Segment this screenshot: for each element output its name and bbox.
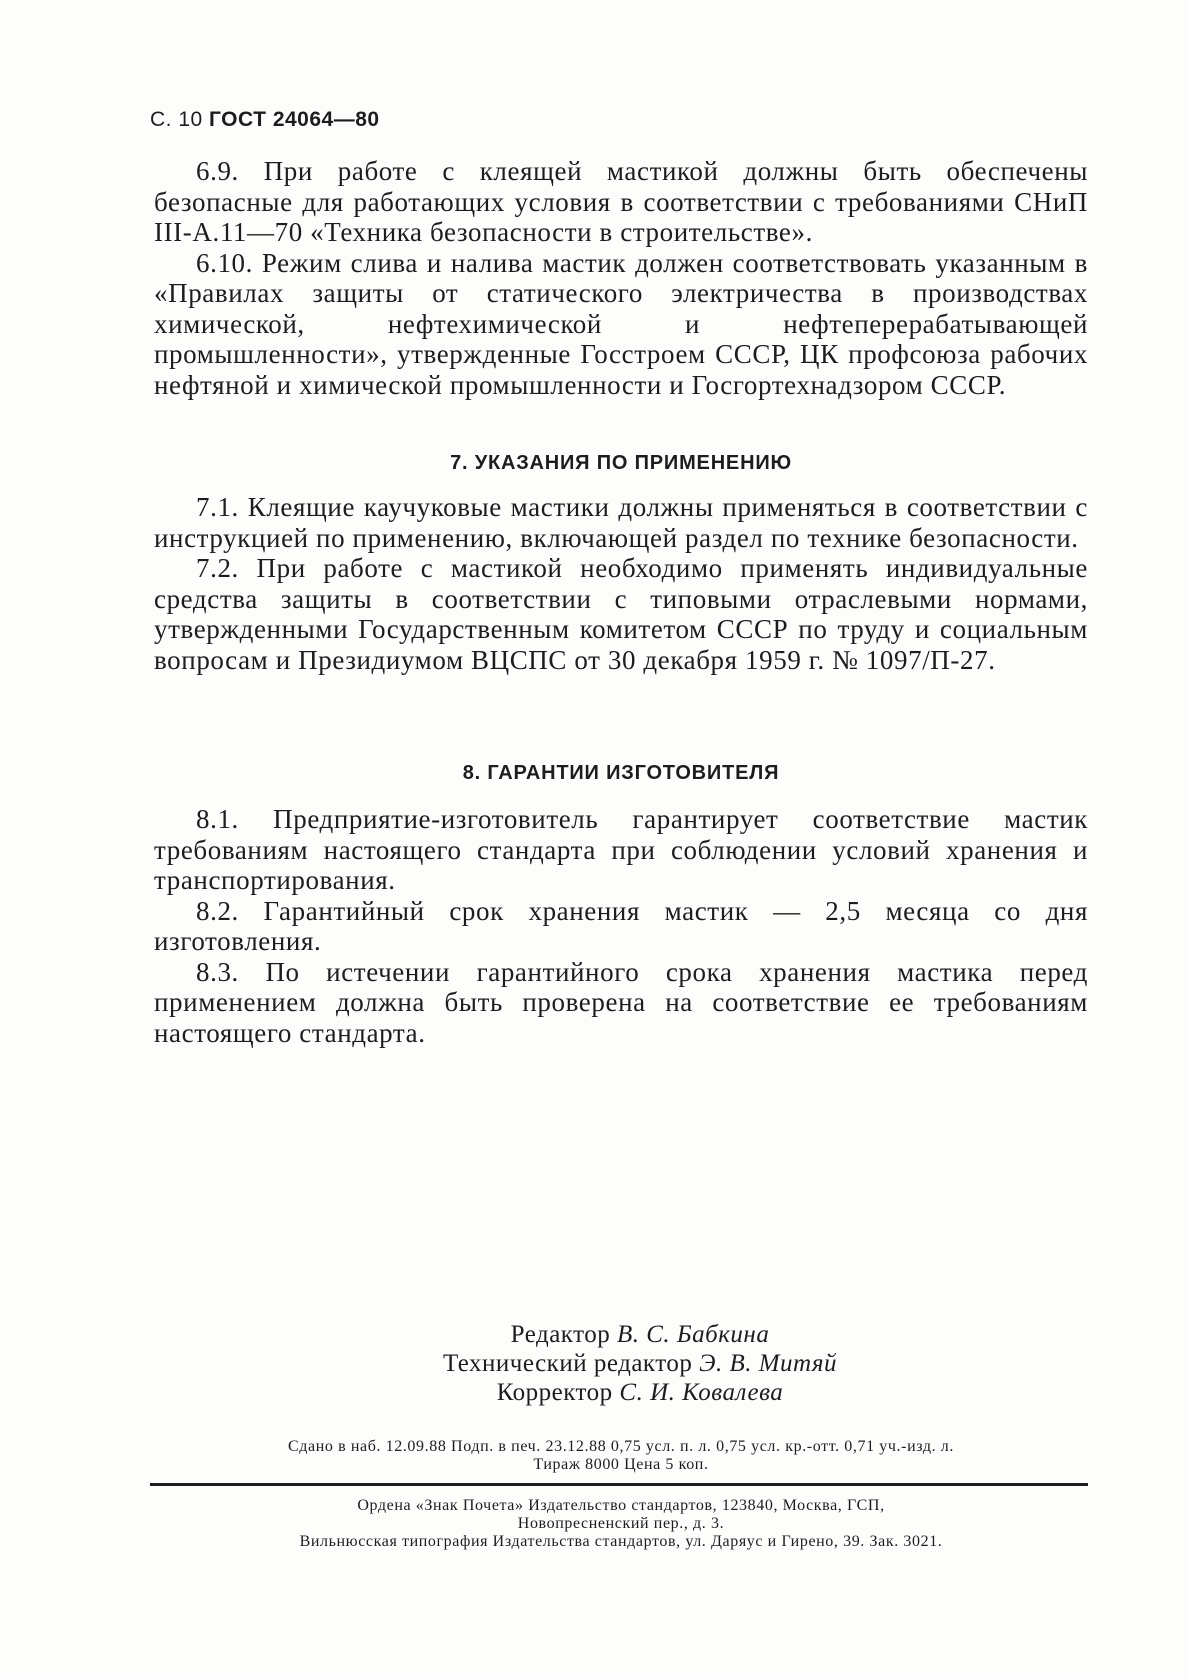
page-header: [150, 108, 380, 132]
section-8-title: 8. ГАРАНТИИ ИЗГОТОВИТЕЛЯ: [462, 762, 780, 784]
paragraph-7-1: 7.1. Клеящие каучуковые мастики должны применяться в соответствии с инструкцией по применению, включающей раздел по технике безопасности.: [154, 492, 1088, 553]
corrector-name: С. И. Ковалева: [619, 1379, 784, 1406]
corrector-line: [380, 1378, 900, 1407]
corrector-label: Корректор: [496, 1379, 613, 1406]
paragraph-8-2: 8.2. Гарантийный срок хранения мастик — 2,5 месяца со дня изготовления.: [154, 895, 1088, 956]
tech-editor-name: Э. В. Митяй: [699, 1350, 838, 1377]
publisher-info: [154, 1497, 1088, 1551]
imprint-line-1: Сдано в наб. 12.09.88 Подп. в печ. 23.12.88 0,75 усл. п. л. 0,75 усл. кр.-отт. 0,71 уч.-изд. л.: [288, 1438, 954, 1455]
imprint-line-2: Тираж 8000 Цена 5 коп.: [533, 1456, 709, 1473]
standard-code: ГОСТ 24064—80: [209, 108, 380, 131]
credits-block: [380, 1320, 900, 1407]
section-7-title: 7. УКАЗАНИЯ ПО ПРИМЕНЕНИЮ: [450, 452, 792, 474]
publisher-line-2: Новопресненский пер., д. 3.: [517, 1515, 725, 1532]
publisher-line-3: Вильнюсская типография Издательства стандартов, ул. Даряус и Гирено, 39. Зак. 3021.: [299, 1533, 943, 1550]
tech-editor-line: [380, 1349, 900, 1378]
paragraph-8-3: 8.3. По истечении гарантийного срока хранения мастика перед применением должна быть проверена на соответствие ее требованиям настоящего стандарта.: [154, 956, 1088, 1048]
divider-rule: [150, 1483, 1088, 1486]
section-8-text: [154, 804, 1088, 1048]
paragraph-8-1: 8.1. Предприятие-изготовитель гарантирует соответствие мастик требованиям настоящего стандарта при соблюдении условий хранения и транспортирования.: [154, 804, 1088, 895]
paragraph-6-9: 6.9. При работе с клеящей мастикой должны быть обеспечены безопасные для работающих условия в соответствии с требованиями СНиП III-А.11—70 «Техника безопасности в строительстве».: [154, 156, 1088, 247]
editor-line: [380, 1320, 900, 1349]
section-7-text: [154, 492, 1088, 675]
publisher-line-1: Ордена «Знак Почета» Издательство стандартов, 123840, Москва, ГСП,: [357, 1497, 885, 1514]
paragraph-7-2: 7.2. При работе с мастикой необходимо применять индивидуальные средства защиты в соответствии с типовыми отраслевыми нормами, утвержденными Государственным комитетом СССР по труду и социальным вопросам и Президиумом ВЦСПС от 30 декабря 1959 г. № 1097/П-27.: [154, 553, 1088, 675]
section-6-text: [154, 156, 1088, 400]
editor-label: Редактор: [510, 1321, 611, 1348]
print-imprint: [154, 1438, 1088, 1474]
tech-editor-label: Технический редактор: [442, 1350, 693, 1377]
editor-name: В. С. Бабкина: [616, 1321, 770, 1348]
paragraph-6-10: 6.10. Режим слива и налива мастик должен соответствовать указанным в «Правилах защиты от статического электричества в производствах химической, нефтехимической и нефтеперерабатывающей промышленности», утвержденные Госстроем СССР, ЦК профсоюза рабочих нефтяной и химической промышленности и Госгортехнадзором СССР.: [154, 247, 1088, 400]
page-label: С. 10: [150, 108, 203, 131]
